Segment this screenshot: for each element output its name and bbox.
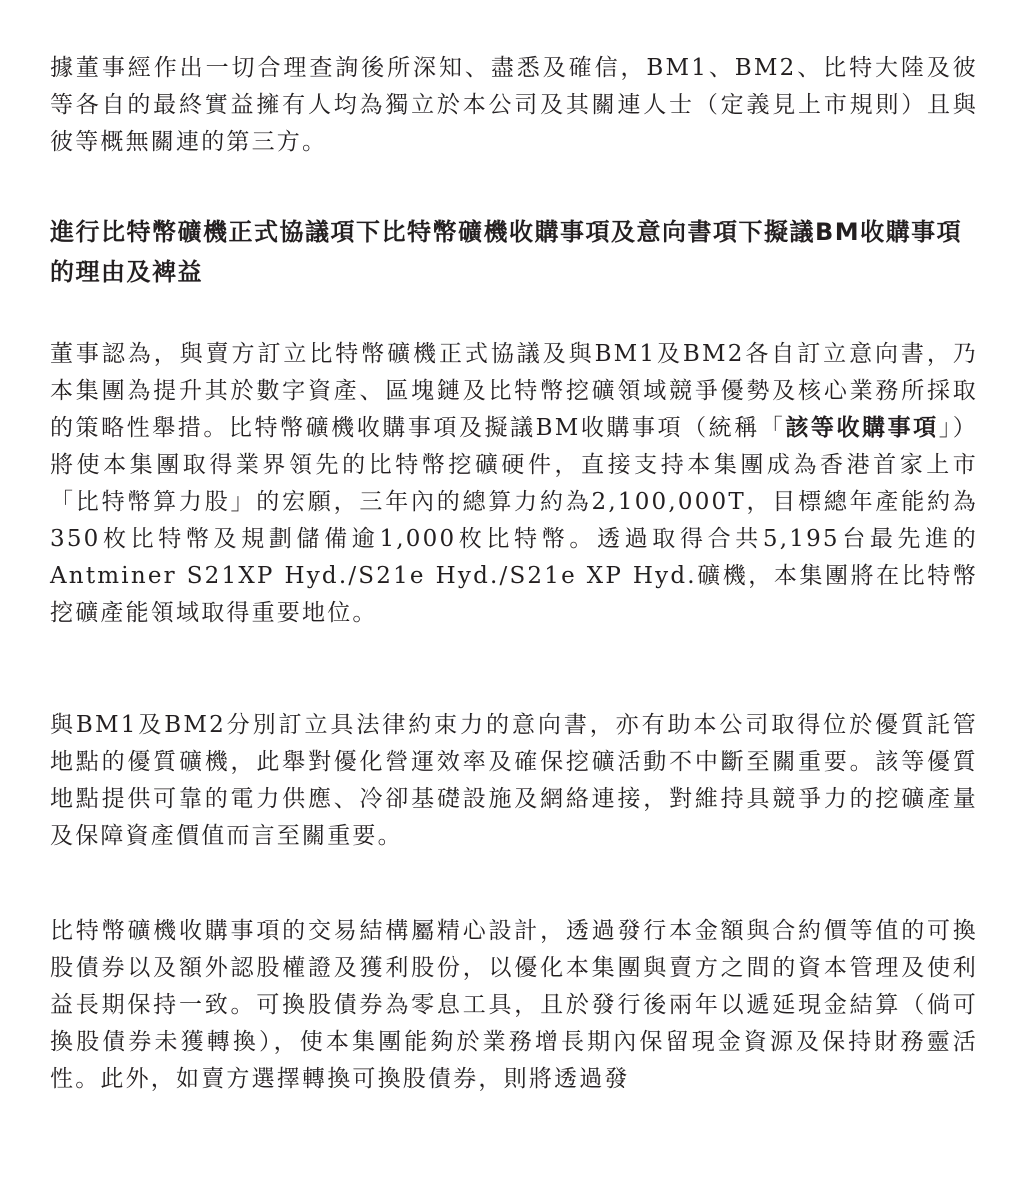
paragraph-text: 董事認為，與賣方訂立比特幣礦機正式協議及與BM1及BM2各自訂立意向書，乃本集團為提升其於數字資產、區塊鏈及比特幣挖礦領域競爭優勢及核心業務所採取的策略性舉措。比特幣礦機收購事項及擬議BM收購事項（統稱「 <box>50 341 978 441</box>
section-heading-reasons-and-benefits: 進行比特幣礦機正式協議項下比特幣礦機收購事項及意向書項下擬議BM收購事項的理由及裨益 <box>50 218 963 286</box>
defined-term-bold: 該等收購事項 <box>785 415 939 441</box>
paragraph-strategic-rationale <box>50 336 978 632</box>
paragraph-letters-of-intent: 與BM1及BM2分別訂立具法律約束力的意向書，亦有助本公司取得位於優質託管地點的優質礦機，此舉對優化營運效率及確保挖礦活動不中斷至關重要。該等優質地點提供可靠的電力供應、冷卻基礎設施及網絡連接，對維持具競爭力的挖礦產量及保障資產價值而言至關重要。 <box>50 712 978 849</box>
paragraph-text: 」）將使本集團取得業界領先的比特幣挖礦硬件，直接支持本集團成為香港首家上市「比特幣算力股」的宏願，三年內的總算力約為2,100,000T，目標總年產能約為350枚比特幣及規劃儲備逾1,000枚比特幣。透過取得合共5,195台最先進的Antminer S21XP Hyd./S21e Hyd./S21e XP Hyd.礦機，本集團將在比特幣挖礦產能領域取得重要地位。 <box>50 415 978 626</box>
paragraph-transaction-structure: 比特幣礦機收購事項的交易結構屬精心設計，透過發行本金額與合約價等值的可換股債券以及額外認股權證及獲利股份，以優化本集團與賣方之間的資本管理及使利益長期保持一致。可換股債券為零息工具，且於發行後兩年以遞延現金結算（倘可換股債券未獲轉換），使本集團能夠於業務增長期內保留現金資源及保持財務靈活性。此外，如賣方選擇轉換可換股債券，則將透過發 <box>50 918 978 1092</box>
paragraph-independence-statement: 據董事經作出一切合理查詢後所深知、盡悉及確信，BM1、BM2、比特大陸及彼等各自的最終實益擁有人均為獨立於本公司及其關連人士（定義見上市規則）且與彼等概無關連的第三方。 <box>50 55 978 155</box>
